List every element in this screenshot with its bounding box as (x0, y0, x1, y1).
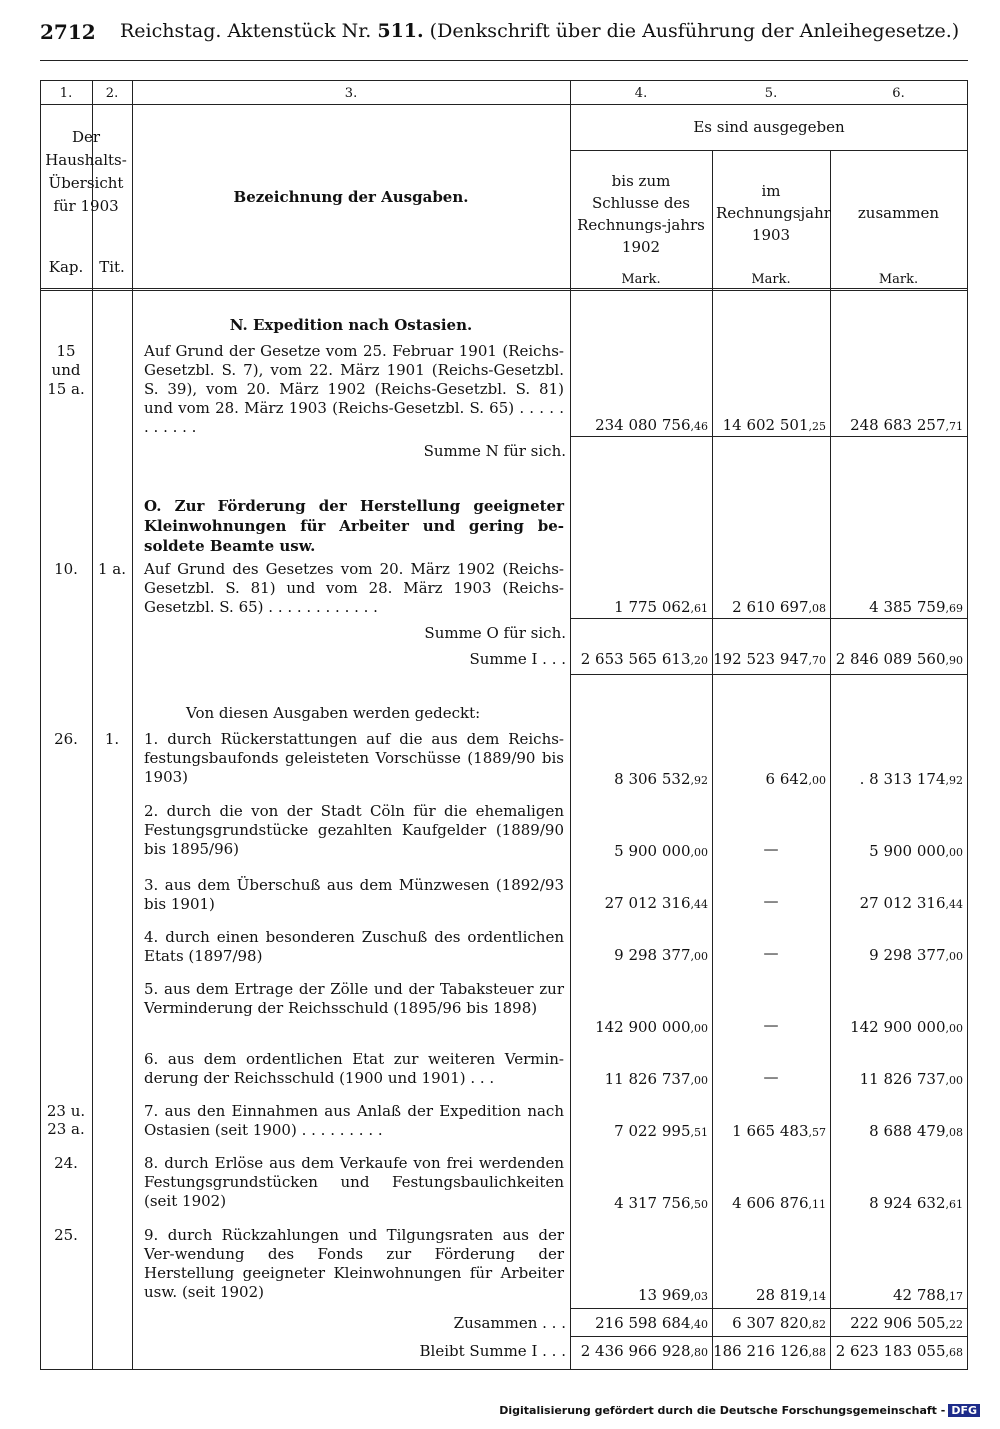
column-divider (132, 80, 133, 1370)
section-o-kap: 10. (54, 560, 78, 578)
section-n-heading: N. Expedition nach Ostasien. (229, 316, 473, 334)
section-n-text: Auf Grund der Gesetze vom 25. Februar 1901 (Reichs-Gesetzbl. S. 7), vom 22. März 1901 (Reichs-Gesetzbl. S. 39), vom 20. März 1902 (Reichs-Gesetzbl. S. 81) und vom 28. März 1903 (Reichs-Gesetzbl. S. 65) . . . . . . . . . . . (144, 342, 564, 436)
item-text: 6. aus dem ordentlichen Etat zur weiteren Vermin-derung der Reichsschuld (1900 und 1901) . . . (144, 1050, 564, 1087)
section-n-sum-label: Summe N für sich. (423, 442, 566, 460)
bleibt-col4: 2 436 966 928,80 (580, 1342, 708, 1360)
summe-i-label: Summe I . . . (469, 650, 566, 668)
col6-header: zusammen (857, 204, 940, 222)
item-col4: 8 306 532,92 (614, 770, 708, 788)
item-col4: 11 826 737,00 (604, 1070, 708, 1088)
section-n-col5: 14 602 501,25 (722, 416, 826, 434)
item-col5: — (763, 1068, 779, 1086)
zusammen-label: Zusammen . . . (453, 1314, 566, 1332)
item-text: 8. durch Erlöse aus dem Verkaufe von frei werdenden Festungsgrundstücken und Festungsbaulichkeiten (seit 1902) (144, 1154, 564, 1210)
column-number-5: 5. (764, 86, 778, 101)
item-col4: 13 969,03 (638, 1286, 708, 1304)
item-col4: 27 012 316,44 (604, 894, 708, 912)
section-n-col6: 248 683 257,71 (850, 416, 963, 434)
unit-col4: Mark. (621, 272, 661, 287)
section-o-sum-label: Summe O für sich. (424, 624, 566, 642)
item-col6: 9 298 377,00 (869, 946, 963, 964)
item-col4: 5 900 000,00 (614, 842, 708, 860)
item-col5: — (763, 1016, 779, 1034)
column-number-1: 1. (59, 86, 73, 101)
item-col5: 1 665 483,57 (732, 1122, 826, 1140)
table-rule (40, 104, 968, 105)
column-number-4: 4. (634, 86, 648, 101)
column-number-6: 6. (892, 86, 905, 101)
section-o-col6: 4 385 759,69 (869, 598, 963, 616)
item-kap: 25. (54, 1226, 78, 1244)
column-number-3: 3. (344, 86, 358, 101)
budget-overview-header: Der Haushalts-Übersicht für 1903 (45, 128, 127, 215)
summe-i-col5: 192 523 947,70 (713, 650, 826, 668)
section-n-col4: 234 080 756,46 (595, 416, 708, 434)
bleibt-col5: 186 216 126,88 (713, 1342, 826, 1360)
col4-header: bis zum Schlusse des Rechnungs-jahrs 1902 (577, 172, 705, 256)
zusammen-col6: 222 906 505,22 (850, 1314, 963, 1332)
section-o-text: Auf Grund des Gesetzes vom 20. März 1902 (Reichs-Gesetzbl. S. 81) und vom 28. März 1903 (Reichs-Gesetzbl. S. 65) . . . . . . . . . . . . (144, 560, 564, 616)
item-kap: 26. (54, 730, 78, 748)
sum-rule (570, 436, 968, 437)
zusammen-col4: 216 598 684,40 (595, 1314, 708, 1332)
item-col4: 7 022 995,51 (614, 1122, 708, 1140)
item-text: 7. aus den Einnahmen aus Anlaß der Expedition nach Ostasien (seit 1900) . . . . . . . . . (144, 1102, 564, 1139)
item-col6: 27 012 316,44 (859, 894, 963, 912)
item-col5: — (763, 840, 779, 858)
section-o-tit: 1 a. (97, 560, 127, 578)
zusammen-col5: 6 307 820,82 (732, 1314, 826, 1332)
item-text: 1. durch Rückerstattungen auf die aus dem Reichs-festungsbaufonds geleisteten Vorschüsse (1889/90 bis 1903) (144, 730, 564, 786)
item-text: 5. aus dem Ertrage der Zölle und der Tabaksteuer zur Verminderung der Reichsschuld (1895/96 bis 1898) (144, 980, 564, 1017)
col5-header: im Rechnungsjahr 1903 (716, 182, 831, 244)
unit-col6: Mark. (878, 272, 919, 287)
item-text: 9. durch Rückzahlungen und Tilgungsraten aus der Ver-wendung des Fonds zur Förderung der Herstellung geeigneter Kleinwohnungen für Arbeiter usw. (seit 1902) (144, 1226, 564, 1301)
section-o-heading: O. Zur Förderung der Herstellung geeigneter Kleinwohnungen für Arbeiter und gering be-soldete Beamte usw. (144, 497, 564, 555)
kap-header: Kap. (48, 258, 84, 276)
title-prefix: Reichstag. Aktenstück Nr. (120, 20, 372, 42)
bleibt-label: Bleibt Summe I . . . (419, 1342, 566, 1360)
column-number-2: 2. (105, 86, 119, 101)
dfg-logo: DFG (948, 1404, 980, 1417)
section-o-col5: 2 610 697,08 (732, 598, 826, 616)
item-col5: — (763, 892, 779, 910)
group-rule (570, 150, 968, 151)
item-col5: 6 642,00 (765, 770, 826, 788)
section-n-kap: 15 und 15 a. (47, 342, 85, 398)
item-tit: 1. (104, 730, 120, 748)
item-col5: — (763, 944, 779, 962)
page-header (40, 20, 970, 54)
sum-rule (570, 618, 968, 619)
item-col5: 4 606 876,11 (732, 1194, 826, 1212)
item-col5: 28 819,14 (756, 1286, 826, 1304)
digitization-footer (499, 1404, 980, 1417)
item-col4: 9 298 377,00 (614, 946, 708, 964)
footer-text: Digitalisierung gefördert durch die Deutsche Forschungsgemeinschaft - (499, 1404, 946, 1417)
sum-rule (570, 674, 968, 675)
table-rule (40, 80, 968, 81)
header-rule (40, 60, 968, 61)
table-border-right (967, 80, 968, 1370)
title-suffix: (Denkschrift über die Ausführung der Anleihegesetze.) (429, 20, 960, 42)
item-col4: 142 900 000,00 (595, 1018, 708, 1036)
item-col6: 142 900 000,00 (850, 1018, 963, 1036)
item-col6: 42 788,17 (893, 1286, 963, 1304)
column-divider (830, 150, 831, 1370)
expenditure-table (40, 80, 968, 1370)
item-text: 2. durch die von der Stadt Cöln für die ehemaligen Festungsgrundstücke gezahlten Kaufgelder (1889/90 bis 1895/96) (144, 802, 564, 858)
sum-rule (570, 1336, 968, 1337)
coverage-intro: Von diesen Ausgaben werden gedeckt: (186, 704, 481, 722)
item-text: 3. aus dem Überschuß aus dem Münzwesen (1892/93 bis 1901) (144, 876, 564, 913)
item-kap: 24. (54, 1154, 78, 1172)
summe-i-col6: 2 846 089 560,90 (835, 650, 963, 668)
sum-rule (570, 1308, 968, 1309)
item-col6: . 8 313 174,92 (859, 770, 963, 788)
tit-header: Tit. (99, 258, 125, 276)
section-o-col4: 1 775 062,61 (614, 598, 708, 616)
summe-i-col4: 2 653 565 613,20 (580, 650, 708, 668)
issued-group-header: Es sind ausgegeben (693, 118, 845, 136)
page-number: 2712 (40, 20, 96, 44)
item-col6: 11 826 737,00 (859, 1070, 963, 1088)
unit-col5: Mark. (751, 272, 791, 287)
column-divider (712, 150, 713, 1370)
table-bottom-rule (40, 1369, 968, 1370)
item-kap: 23 u. 23 a. (46, 1102, 86, 1138)
item-text: 4. durch einen besonderen Zuschuß des ordentlichen Etats (1897/98) (144, 928, 564, 965)
description-header: Bezeichnung der Ausgaben. (233, 188, 469, 206)
item-col6: 5 900 000,00 (869, 842, 963, 860)
document-number: 511. (377, 20, 424, 42)
item-col6: 8 688 479,08 (869, 1122, 963, 1140)
item-col6: 8 924 632,61 (869, 1194, 963, 1212)
item-col4: 4 317 756,50 (614, 1194, 708, 1212)
page-title (120, 20, 959, 42)
bleibt-col6: 2 623 183 055,68 (835, 1342, 963, 1360)
